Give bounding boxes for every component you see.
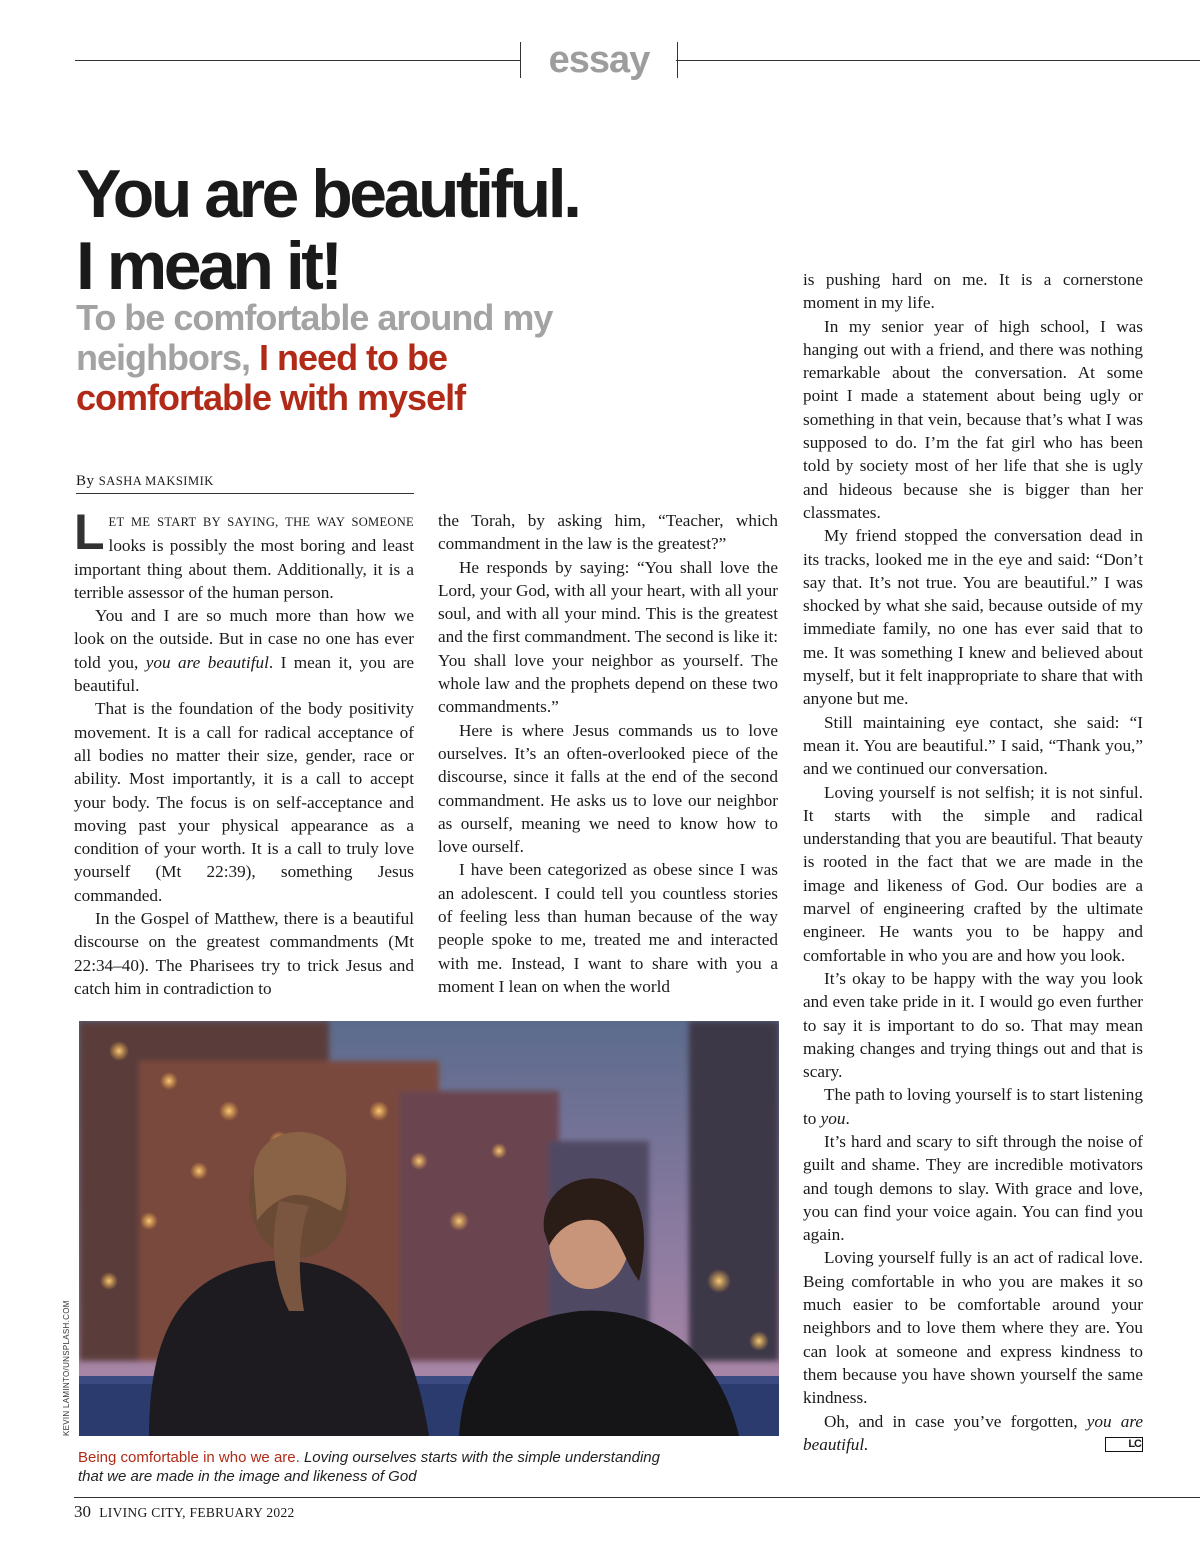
paragraph-12: It’s okay to be happy with the way you look and even take pride in it. I would go even further to say it is important to do so. That may mean making changes and trying things out and that is scary. <box>803 968 1143 1082</box>
header-rule-right <box>676 60 1200 61</box>
paragraph-4-continued: the Torah, by asking him, “Teacher, which commandment in the law is the greatest?” <box>438 511 778 554</box>
page-folio <box>74 1502 295 1522</box>
photo-illustration <box>79 1021 779 1436</box>
drop-cap: L <box>74 504 105 560</box>
paragraph-16 <box>803 1410 1143 1457</box>
paragraph-2-emphasis: you are beautiful <box>145 652 269 672</box>
paragraph-13-text-b: . <box>845 1108 850 1128</box>
paragraph-13-text-a: The path to loving yourself is to start listening to <box>803 1085 1143 1128</box>
end-mark-logo: LC <box>1105 1437 1143 1452</box>
paragraph-7: I have been categorized as obese since I was an adolescent. I could tell you countless stories of feeling less than human because of the way people spoke to me, treated me and interacted with me. Instead, I want to share with you a moment I lean on when the world <box>438 860 778 996</box>
byline <box>76 473 414 494</box>
subtitle-grey-part: To be comfortable around my neighbors, <box>76 297 553 378</box>
paragraph-16-emphasis: you are beautiful. <box>803 1411 1143 1454</box>
title-line-2: I mean it! <box>76 228 340 304</box>
paragraph-9: My friend stopped the conversation dead in its tracks, looked me in the eye and said: “Don’t say that. It’s not true. You are beautiful.” I was shocked by what she said, because outside of my immediate family, no one has ever said that to me. It was something I knew and believed about myself, but it felt inappropriate to share that with anyone but me. <box>803 526 1143 709</box>
paragraph-8: In my senior year of high school, I was hanging out with a friend, and there was nothing remarkable about the conversation. At some point I made a statement about being ugly or something in that vein, because that’s what I was supposed to do. I’m the fat girl who has been told by society most of her life that she is ugly and hideous because she is bigger than her classmates. <box>803 316 1143 522</box>
paragraph-4: In the Gospel of Matthew, there is a beautiful discourse on the greatest commandments (Mt 22:34–40). The Pharisees try to trick Jesus and catch him in contradiction to <box>74 909 414 998</box>
photo-caption <box>78 1448 678 1486</box>
paragraph-7-continued: is pushing hard on me. It is a cornerstone moment in my life. <box>803 270 1143 313</box>
footer-rule <box>74 1497 1200 1498</box>
page-number: 30 <box>74 1502 91 1521</box>
paragraph-13-emphasis: you <box>820 1108 846 1128</box>
subtitle-red-part: I need to be comfortable with myself <box>76 337 466 418</box>
paragraph-1 <box>74 504 414 604</box>
caption-body: Loving ourselves starts with the simple understanding that we are made in the image and likeness of God <box>78 1449 660 1485</box>
paragraph-2 <box>74 604 414 697</box>
title-line-1: You are beautiful. <box>76 156 579 232</box>
paragraph-15: Loving yourself fully is an act of radical love. Being comfortable in who you are makes it so much easier to be comfortable around your neighbors and to love them where they are. You can look at someone and express kindness to them because you have shown yourself the same kindness. <box>803 1248 1143 1408</box>
article-photo <box>79 1021 779 1436</box>
photo-credit: KEVIN LAMINTO/UNSPLASH.COM <box>62 1300 71 1436</box>
paragraph-2-text-b: . I mean it, you are beautiful. <box>74 652 414 696</box>
body-column-3 <box>803 268 1143 1456</box>
paragraph-10: Still maintaining eye contact, she said: “I mean it. You are beautiful.” I said, “Thank you,” and we continued our conversation. <box>803 712 1143 779</box>
paragraph-1-text: looks is possibly the most boring and least important thing about them. Additionally, it is a terrible assessor of the human person. <box>74 536 414 602</box>
section-tab <box>520 39 678 81</box>
paragraph-13 <box>803 1083 1143 1130</box>
paragraph-5: He responds by saying: “You shall love the Lord, your God, with all your heart, with all your soul, and with all your mind. This is the greatest and the first commandment. The second is like it: You shall love your neighbor as yourself. The whole law and the prophets depend on these two commandments.” <box>438 557 779 717</box>
body-column-2 <box>438 509 778 998</box>
article-subtitle <box>76 298 636 418</box>
paragraph-2-text-a: You and I are so much more than how we look on the outside. But in case no one has ever told you, <box>74 606 414 672</box>
paragraph-6: Here is where Jesus commands us to love ourselves. It’s an often-overlooked piece of the discourse, since it falls at the end of the second commandment. He asks us to love our neighbor as ourself, meaning we need to know how to love ourself. <box>438 720 778 857</box>
caption-lead: Being comfortable in who we are. <box>78 1449 300 1466</box>
lead-in-smallcaps: ET ME START BY SAYING, THE WAY SOMEONE <box>108 515 414 529</box>
paragraph-16-text: Oh, and in case you’ve forgotten, <box>824 1411 1087 1431</box>
byline-author: SASHA MAKSIMIK <box>98 474 214 488</box>
paragraph-11: Loving yourself is not selfish; it is not sinful. It starts with the simple and radical understanding that you are beautiful. That beauty is rooted in the fact that we are made in the image and likeness of God. Our bodies are a marvel of engineering crafted by the ultimate engineer. He wants you to be happy and comfortable in who you are and how you look. <box>803 782 1143 965</box>
byline-by: By <box>76 473 95 489</box>
publication-name: LIVING CITY, FEBRUARY 2022 <box>99 1505 295 1520</box>
section-label: essay <box>548 39 650 81</box>
body-column-1 <box>74 504 414 1000</box>
header-rule-left <box>75 60 520 61</box>
article-title <box>76 158 776 302</box>
paragraph-3: That is the foundation of the body positivity movement. It is a call for radical acceptance of all bodies no matter their size, gender, race or ability. Most importantly, it is a call to accept your body. The focus is on self-acceptance and moving past your physical appearance as a condition of your worth. It is a call to truly love yourself (Mt 22:39), something Jesus commanded. <box>74 699 414 905</box>
paragraph-14: It’s hard and scary to sift through the noise of guilt and shame. They are incredible motivators and tough demons to slay. With grace and love, you can find your voice again. You can find you again. <box>803 1131 1143 1245</box>
